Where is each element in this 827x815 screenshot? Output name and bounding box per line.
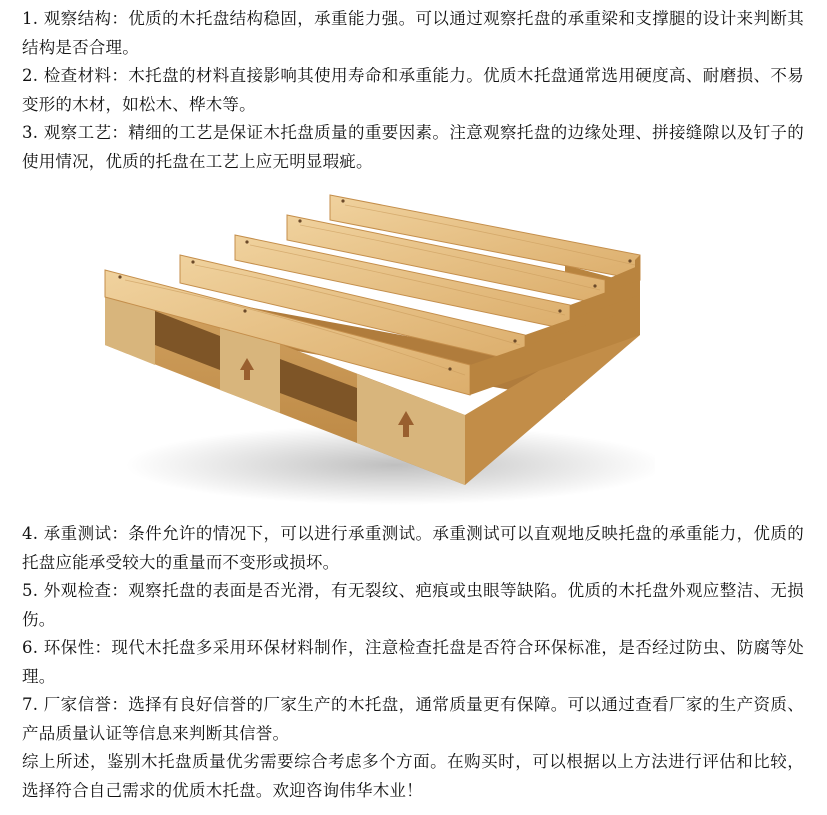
paragraph-load-test: 4. 承重测试：条件允许的情况下，可以进行承重测试。承重测试可以直观地反映托盘的承重能力，优质的托盘应能承受较大的重量而不变形或损坏。 bbox=[22, 524, 804, 572]
paragraph-material: 2. 检查材料：木托盘的材料直接影响其使用寿命和承重能力。优质木托盘通常选用硬度高、耐磨损、不易变形的木材，如松木、桦木等。 bbox=[22, 66, 804, 114]
wooden-pallet-illustration bbox=[95, 185, 655, 505]
paragraph-craft: 3. 观察工艺：精细的工艺是保证木托盘质量的重要因素。注意观察托盘的边缘处理、拼接缝隙以及钉子的使用情况，优质的托盘在工艺上应无明显瑕疵。 bbox=[22, 123, 804, 171]
paragraph-structure: 1. 观察结构：优质的木托盘结构稳固，承重能力强。可以通过观察托盘的承重梁和支撑腿的设计来判断其结构是否合理。 bbox=[22, 9, 804, 57]
wooden-pallet-image bbox=[95, 185, 655, 505]
paragraph-summary: 综上所述，鉴别木托盘质量优劣需要综合考虑多个方面。在购买时，可以根据以上方法进行评估和比较，选择符合自己需求的优质木托盘。欢迎咨询伟华木业！ bbox=[22, 752, 804, 800]
paragraph-eco: 6. 环保性：现代木托盘多采用环保材料制作，注意检查托盘是否符合环保标准，是否经过防虫、防腐等处理。 bbox=[22, 638, 804, 686]
paragraph-reputation: 7. 厂家信誉：选择有良好信誉的厂家生产的木托盘，通常质量更有保障。可以通过查看厂家的生产资质、产品质量认证等信息来判断其信誉。 bbox=[22, 695, 804, 743]
paragraph-appearance: 5. 外观检查：观察托盘的表面是否光滑，有无裂纹、疤痕或虫眼等缺陷。优质的木托盘外观应整洁、无损伤。 bbox=[22, 581, 804, 629]
